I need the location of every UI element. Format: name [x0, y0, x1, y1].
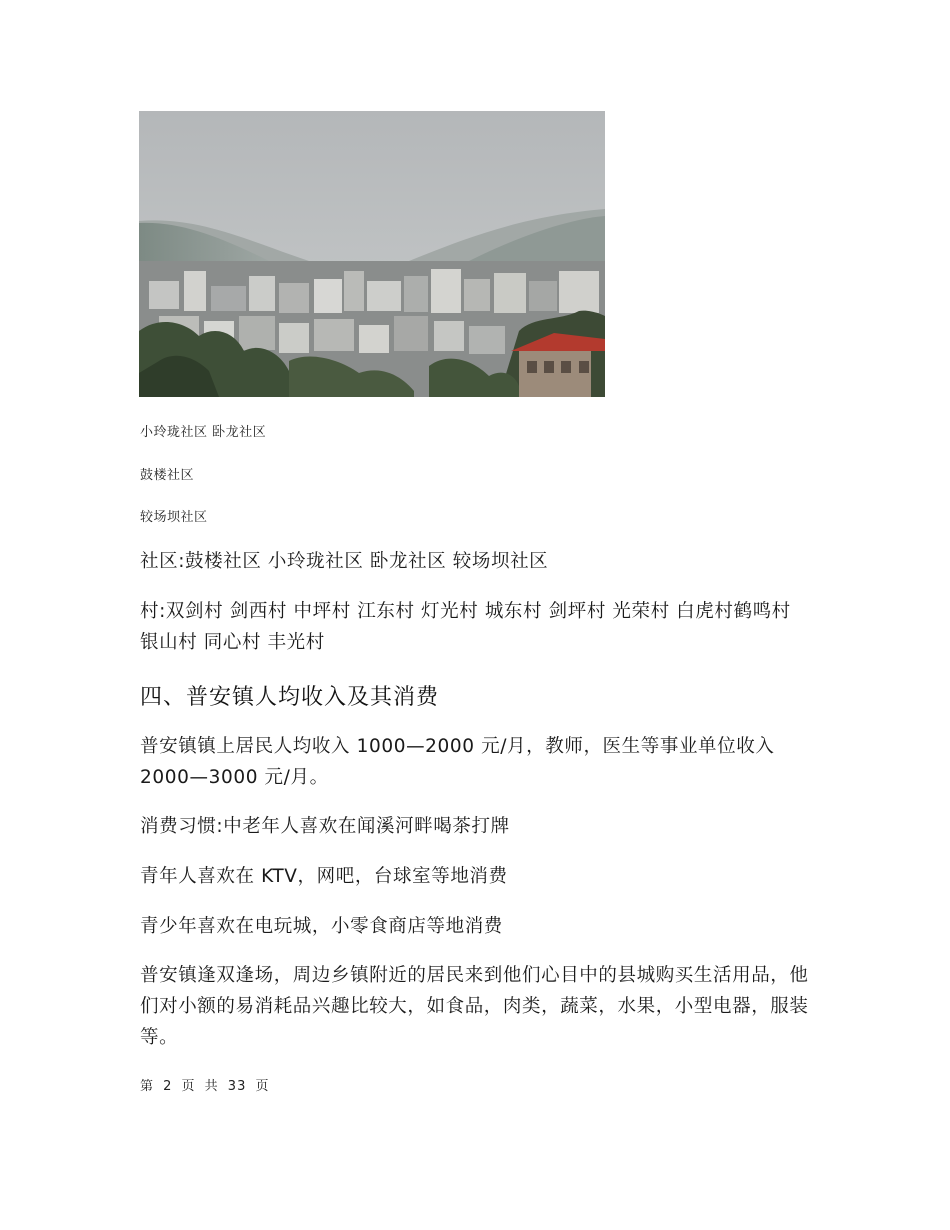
elder-habit-paragraph: 消费习惯:中老年人喜欢在闻溪河畔喝茶打牌 [140, 816, 510, 837]
market-paragraph: 普安镇逢双逢场，周边乡镇附近的居民来到他们心目中的县城购买生活用品，他们对小额的易消耗品兴趣比较大，如食品，肉类，蔬菜，水果，小型电器，服装等。 [140, 965, 809, 1048]
photo-caption-1: 小玲珑社区 卧龙社区 [140, 425, 267, 440]
section-heading: 四、普安镇人均收入及其消费 [140, 685, 440, 710]
villages-paragraph: 村:双剑村 剑西村 中坪村 江东村 灯光村 城东村 剑坪村 光荣村 白虎村鹤鸣村 银山村 同心村 丰光村 [140, 601, 791, 653]
photo-caption-2: 鼓楼社区 [140, 468, 195, 483]
photo-caption-3: 较场坝社区 [140, 510, 208, 525]
youth-habit-paragraph: 青年人喜欢在 KTV，网吧，台球室等地消费 [140, 866, 508, 887]
town-landscape-photo [139, 111, 605, 397]
teen-habit-paragraph: 青少年喜欢在电玩城，小零食商店等地消费 [140, 916, 503, 937]
page-number-footer: 第 2 页 共 33 页 [140, 1079, 270, 1094]
income-paragraph: 普安镇镇上居民人均收入 1000—2000 元/月，教师，医生等事业单位收入 2000—3000 元/月。 [140, 736, 775, 788]
communities-paragraph: 社区:鼓楼社区 小玲珑社区 卧龙社区 较场坝社区 [140, 551, 549, 572]
